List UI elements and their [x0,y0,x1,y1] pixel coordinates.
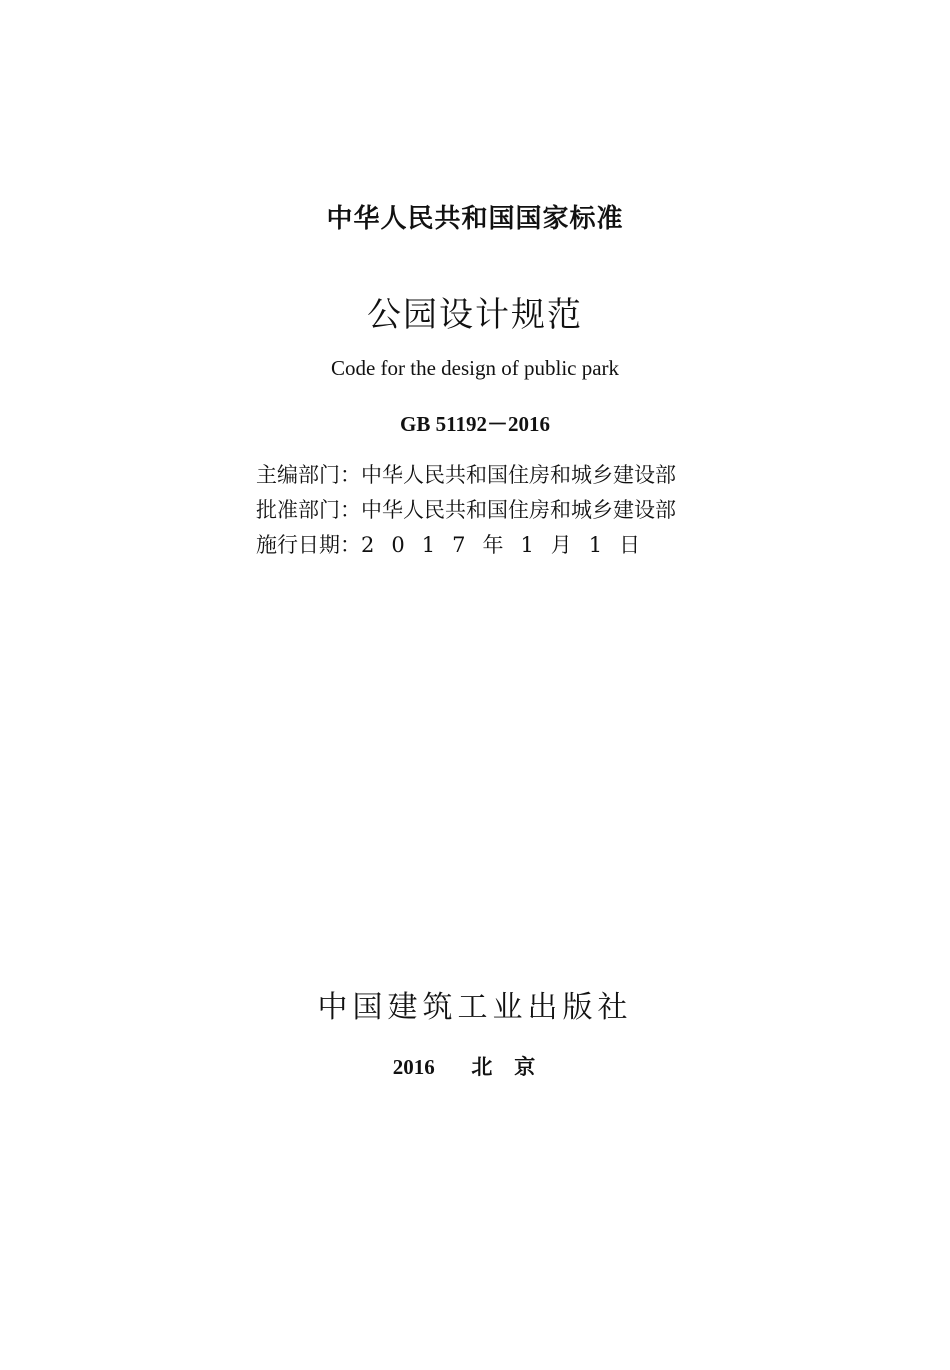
publisher-name: 中国建筑工业出版社 [317,990,633,1025]
editor-department-value: 中华人民共和国住房和城乡建设部 [361,463,676,487]
approver-department-value: 中华人民共和国住房和城乡建设部 [361,498,676,522]
standard-number: GB 51192－2016 [400,412,550,436]
national-standard-heading: 中华人民共和国国家标准 [326,204,624,234]
approver-department-label: 批准部门： [256,498,361,522]
effective-date-row [256,528,736,563]
document-title-english: Code for the design of public park [330,356,620,380]
approver-department-row [256,493,736,528]
effective-date-value: 2017年1月1日 [361,533,658,557]
document-title-chinese: 公园设计规范 [367,295,583,335]
publication-city: 北京 [471,1054,558,1079]
publication-year: 2016 [392,1055,435,1079]
editor-department-row [256,458,736,493]
document-info-block [256,458,736,563]
editor-department-label: 主编部门： [256,463,361,487]
publication-year-place [0,1051,950,1081]
effective-date-label: 施行日期： [256,533,361,557]
